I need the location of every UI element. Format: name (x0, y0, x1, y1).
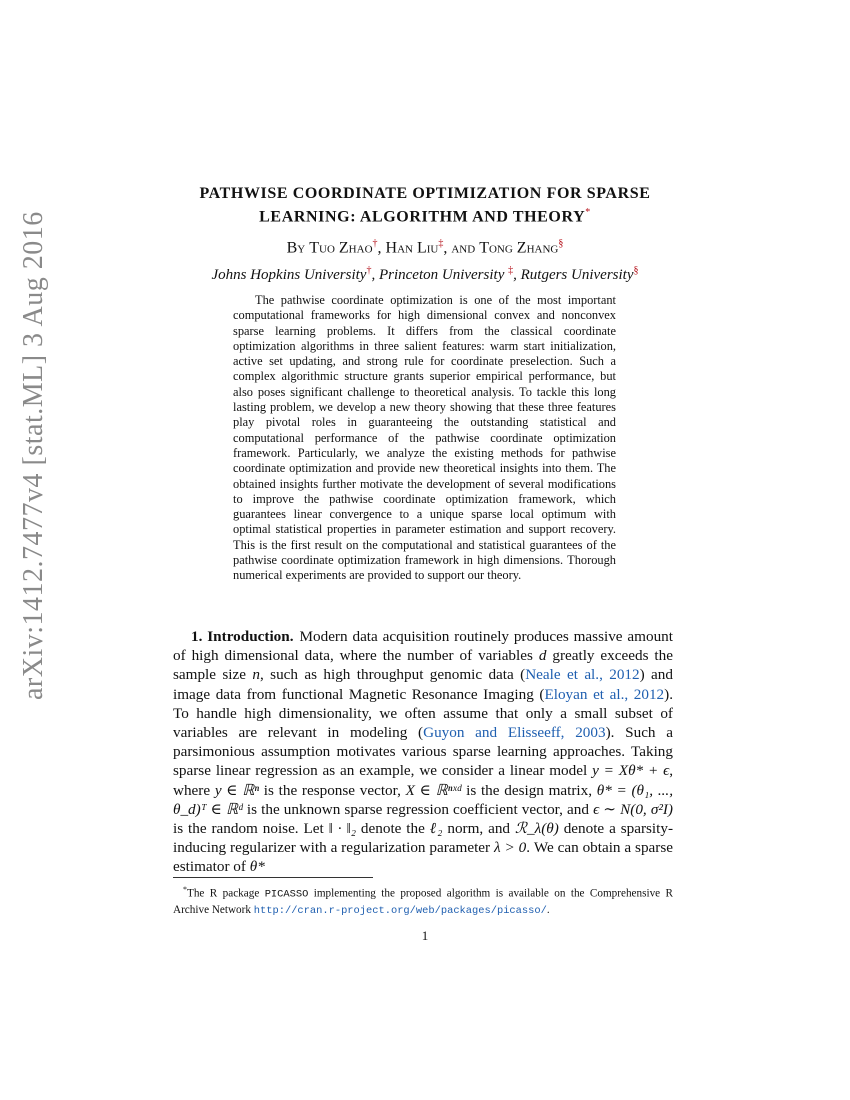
math-inline: ℓ₂ (429, 820, 443, 838)
intro-text: norm, and (442, 820, 515, 838)
intro-text: , where (173, 762, 674, 799)
author-name-2: Han Liu (385, 239, 439, 257)
author-line: By Tuo Zhao†, Han Liu‡, and Tong Zhang§ (286, 238, 564, 257)
title-line-2 (150, 203, 700, 226)
cran-url-link[interactable]: http://cran.r-project.org/web/packages/picasso/ (253, 904, 547, 917)
affiliation-mark-3[interactable]: § (633, 265, 639, 276)
abstract: The pathwise coordinate optimization is one of the most important computational frameworks for high dimensional convex and nonconvex sparse learning problems. It differs from the classical coordinate optimization algorithms in three salient features: warm start initialization, active set updating, and strong rule for coordinate preselection. Such a complex algorithmic structure grants superior empirical performance, but also poses significant challenge to theoretical analysis. To tackle this long lasting problem, we develop a new theory showing that these three features play pivotal roles in guaranteeing the outstanding statistical and computational performance of the pathwise coordinate optimization framework. Particularly, we analyze the existing methods for pathwise coordinate optimization and provide new theoretical insights into them. The obtained insights further motivate the development of several modifications to improve the pathwise coordinate optimization framework, which guarantees linear convergence to a unique sparse local optimum with optimal statistical properties in parameter estimation and support recovery. This is the first result on the computational and statistical guarantees of the pathwise coordinate optimization framework in high dimensions. Thorough numerical experiments are provided to support our theory. (233, 293, 616, 583)
author-and: , and (443, 239, 476, 257)
affiliation-line: Johns Hopkins University†, Princeton University ‡, Rutgers University§ (211, 265, 639, 283)
math-inline: λ > 0 (494, 839, 527, 857)
affiliation-1: Johns Hopkins University (211, 267, 367, 283)
intro-text: greatly exceeds the sample size (173, 647, 673, 684)
affiliation-mark-2[interactable]: ‡ (508, 265, 514, 276)
title-footnote-link[interactable]: * (585, 207, 591, 218)
math-inline: y ∈ ℝⁿ (214, 781, 260, 799)
intro-text: ). To handle high dimensionality, we often assume that only a small subset of variables are relevant in modeling ( (173, 685, 673, 742)
page-number: 1 (421, 928, 429, 943)
footnote (173, 882, 673, 919)
title-line-1: PATHWISE COORDINATE OPTIMIZATION FOR SPARSE (199, 185, 651, 202)
author-mark-2[interactable]: ‡ (438, 238, 444, 249)
intro-text: is the unknown sparse regression coefficient vector, and (242, 800, 594, 818)
affiliation-3: Rutgers University (520, 267, 634, 283)
author-name-3: Tong Zhang (479, 239, 559, 257)
math-inline: ‖ · ‖₂ (328, 820, 357, 838)
citation-link-guyon[interactable]: Guyon and Elisseeff, 2003 (423, 724, 606, 742)
author-mark-3[interactable]: § (558, 238, 564, 249)
title-line-2-text: LEARNING: ALGORITHM AND THEORY (259, 208, 586, 226)
math-inline: X ∈ ℝⁿˣᵈ (405, 781, 462, 799)
author-name-1: Tuo Zhao (309, 239, 373, 257)
citation-link-eloyan[interactable]: Eloyan et al., 2012 (544, 685, 665, 703)
affiliation-2: Princeton University (378, 267, 505, 283)
math-inline: y = Xθ* + ϵ (592, 762, 670, 780)
intro-text: is the random noise. Let (173, 820, 329, 838)
math-inline: ϵ ∼ N(0, σ²I) (593, 800, 673, 818)
footnote-marker: * (183, 885, 187, 894)
footnote-text: implementing the proposed algorithm is available on the Comprehensive R Archive Network (173, 887, 673, 916)
math-inline: n (252, 666, 260, 684)
by-label: By (286, 239, 306, 257)
package-name: PICASSO (264, 888, 309, 901)
arxiv-identifier-stamp: arXiv:1412.7477v4 [stat.ML] 3 Aug 2016 (18, 211, 49, 700)
math-inline: θ* = (θ₁, ..., θ_d)ᵀ ∈ ℝᵈ (173, 781, 674, 818)
introduction-paragraph (173, 627, 673, 877)
intro-text: ). Such a parsimonious assumption motivates various sparse learning approaches. Taking sparse linear regression as an example, we consider a linear model (173, 724, 673, 780)
intro-text: Modern data acquisition routinely produces massive amount of high dimensional data, where the number of variables (173, 628, 673, 665)
footnote-text: The R package (187, 887, 265, 900)
intro-text: denote the (356, 820, 430, 838)
intro-text: . We can obtain a sparse estimator of (173, 839, 673, 876)
section-heading: 1. Introduction. (191, 628, 294, 645)
intro-text: ) and image data from functional Magnetic Resonance Imaging ( (173, 666, 673, 703)
footnote-divider (173, 877, 373, 878)
citation-link-neale[interactable]: Neale et al., 2012 (525, 666, 640, 684)
math-inline: ℛ_λ(θ) (514, 820, 559, 838)
intro-text: , such as high throughput genomic data ( (259, 666, 526, 684)
intro-text: denote a sparsity-inducing regularizer with a regularization parameter (173, 820, 673, 857)
affiliation-mark-1[interactable]: † (366, 265, 372, 276)
footnote-text: . (546, 903, 550, 916)
math-inline: θ* (249, 858, 265, 876)
author-mark-1[interactable]: † (372, 238, 378, 249)
intro-text: is the design matrix, (461, 781, 597, 799)
paper-title (150, 184, 700, 226)
math-inline: d (538, 647, 547, 665)
intro-text: is the response vector, (259, 781, 406, 799)
